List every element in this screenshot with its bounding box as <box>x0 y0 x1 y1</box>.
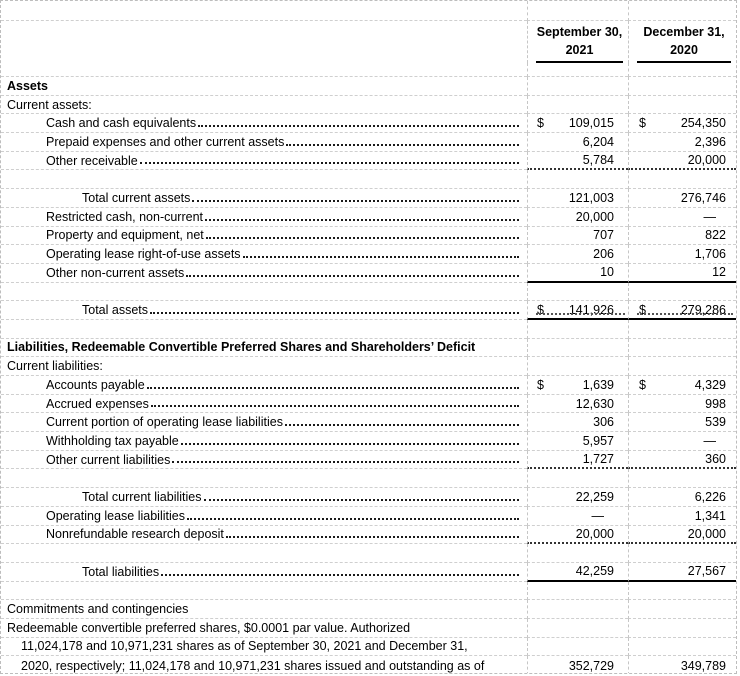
value-cell-2020 <box>628 507 736 526</box>
value-cell-2020 <box>628 208 736 227</box>
spacer-row <box>1 63 736 77</box>
row-label: Prepaid expenses and other current assets <box>46 134 285 149</box>
value-cell-2021 <box>527 96 628 115</box>
header-row <box>1 21 736 63</box>
currency-symbol: $ <box>639 377 646 392</box>
value-cell-2021 <box>527 507 628 526</box>
dot-leader <box>206 237 519 239</box>
cell-value: 1,341 <box>694 508 726 523</box>
dot-leader <box>150 312 519 314</box>
value-cell-2020 <box>628 619 736 638</box>
row-label: Current portion of operating lease liabilities <box>46 415 283 430</box>
value-cell-2020 <box>628 600 736 619</box>
table-row <box>1 133 736 152</box>
table-row <box>1 189 736 208</box>
column-header-line2: 2020 <box>670 42 698 57</box>
value-cell-2021 <box>527 638 628 657</box>
column-header-2021 <box>536 24 623 63</box>
cell-value: — <box>703 433 716 448</box>
table-row <box>1 77 736 96</box>
table-row <box>1 339 736 358</box>
value-cell-2021 <box>527 376 628 395</box>
cell-value: 5,957 <box>582 433 614 448</box>
row-label-cell <box>1 1 527 21</box>
row-label-cell <box>1 189 527 208</box>
value-cell-2020 <box>628 357 736 376</box>
cell-value: 121,003 <box>568 190 614 205</box>
value-cell-2020 <box>628 469 736 488</box>
value-cell-2020 <box>628 563 736 582</box>
table-row <box>1 488 736 507</box>
dot-leader <box>192 200 519 202</box>
value-cell-2020 <box>628 264 736 283</box>
row-label-cell <box>1 114 527 133</box>
cell-value: 20,000 <box>575 526 614 541</box>
table-row <box>1 245 736 264</box>
currency-symbol: $ <box>537 116 544 131</box>
value-cell-2020 <box>628 339 736 358</box>
value-cell-2020 <box>628 395 736 414</box>
row-label: Total liabilities <box>82 564 160 579</box>
table-row <box>1 301 736 320</box>
table-row <box>1 395 736 414</box>
row-label: Restricted cash, non-current <box>46 209 204 224</box>
value-cell-2021 <box>527 301 628 320</box>
row-label-cell <box>1 301 527 320</box>
value-cell-2020 <box>628 114 736 133</box>
cell-value: 5,784 <box>582 153 614 168</box>
table-row <box>1 114 736 133</box>
row-label: Redeemable convertible preferred shares, $0.0001 par value. Authorized <box>7 620 411 635</box>
cell-value: 42,259 <box>575 564 614 579</box>
row-label-cell <box>1 208 527 227</box>
dot-leader <box>204 499 520 501</box>
value-cell-2020 <box>628 301 736 320</box>
value-cell-2021 <box>527 114 628 133</box>
dot-leader <box>140 162 519 164</box>
value-cell-2021 <box>527 413 628 432</box>
value-cell-2020 <box>628 413 736 432</box>
cell-value: 539 <box>705 415 726 430</box>
row-label: Accounts payable <box>46 377 145 392</box>
value-cell-2020 <box>628 133 736 152</box>
dot-leader <box>187 518 519 520</box>
row-label-cell <box>1 227 527 246</box>
row-label-cell <box>1 656 527 674</box>
row-label-cell <box>1 357 527 376</box>
cell-value: 1,727 <box>582 452 614 467</box>
value-cell-2021 <box>527 619 628 638</box>
row-label: Operating lease liabilities <box>46 508 185 523</box>
cell-value: 707 <box>593 228 614 243</box>
cell-value: 822 <box>705 228 726 243</box>
table-row <box>1 227 736 246</box>
value-cell-2021 <box>527 488 628 507</box>
table-row <box>1 432 736 451</box>
value-cell-2020 <box>628 77 736 96</box>
value-cell-2020 <box>628 227 736 246</box>
table-row <box>1 619 736 638</box>
table-row <box>1 152 736 171</box>
column-header-cell-2020 <box>628 21 736 63</box>
dot-leader <box>285 424 519 426</box>
table-row <box>1 526 736 545</box>
value-cell-2020 <box>628 582 736 601</box>
value-cell-2020 <box>628 63 736 77</box>
table-row <box>1 638 736 657</box>
value-cell-2020 <box>628 189 736 208</box>
value-cell-2021 <box>527 357 628 376</box>
column-header-cell-2021 <box>527 21 628 63</box>
value-cell-2021 <box>527 133 628 152</box>
cell-value: 6,204 <box>582 134 614 149</box>
table-row <box>1 563 736 582</box>
cell-value: 12 <box>712 265 726 280</box>
value-cell-2021 <box>527 582 628 601</box>
row-label-cell <box>1 376 527 395</box>
row-label-cell <box>1 469 527 488</box>
spacer-row <box>1 1 736 21</box>
row-label-cell <box>1 264 527 283</box>
value-cell-2021 <box>527 544 628 563</box>
value-cell-2021 <box>527 395 628 414</box>
value-cell-2020 <box>628 544 736 563</box>
cell-value: 4,329 <box>694 377 726 392</box>
value-cell-2020 <box>628 376 736 395</box>
row-label: Other receivable <box>46 153 138 168</box>
cell-value: 1,706 <box>694 247 726 262</box>
row-label: Commitments and contingencies <box>7 602 189 617</box>
cell-value: 1,639 <box>582 377 614 392</box>
cell-value: 206 <box>593 247 614 262</box>
row-label-cell <box>1 544 527 563</box>
row-label: Total current liabilities <box>82 489 202 504</box>
value-cell-2020 <box>628 1 736 21</box>
value-cell-2021 <box>527 339 628 358</box>
currency-symbol: $ <box>639 116 646 131</box>
table-row <box>1 507 736 526</box>
row-label-cell <box>1 245 527 264</box>
row-label-cell <box>1 413 527 432</box>
cell-value: 27,567 <box>687 564 726 579</box>
row-label: Liabilities, Redeemable Convertible Preferred Shares and Shareholders’ Deficit <box>7 340 476 355</box>
currency-symbol: $ <box>639 302 646 317</box>
value-cell-2021 <box>527 152 628 171</box>
value-cell-2020 <box>628 283 736 302</box>
row-label: Accrued expenses <box>46 396 149 411</box>
value-cell-2021 <box>527 526 628 545</box>
value-cell-2020 <box>628 432 736 451</box>
table-row <box>1 357 736 376</box>
balance-sheet-body <box>1 77 736 674</box>
cell-value: 279,286 <box>680 302 726 317</box>
row-label-cell <box>1 600 527 619</box>
dot-leader <box>181 443 519 445</box>
spacer-row <box>1 320 736 339</box>
cell-value: 306 <box>593 415 614 430</box>
row-label: Property and equipment, net <box>46 228 204 243</box>
dot-leader <box>161 574 519 576</box>
dot-leader <box>226 536 519 538</box>
row-label-cell <box>1 170 527 189</box>
dot-leader <box>198 125 519 127</box>
cell-value: 20,000 <box>687 526 726 541</box>
row-label: Current assets: <box>7 97 92 112</box>
cell-value: 141,926 <box>568 302 614 317</box>
dot-leader <box>186 275 519 277</box>
value-cell-2021 <box>527 563 628 582</box>
value-cell-2020 <box>628 656 736 674</box>
value-cell-2021 <box>527 320 628 339</box>
value-cell-2021 <box>527 469 628 488</box>
value-cell-2021 <box>527 189 628 208</box>
value-cell-2021 <box>527 63 628 77</box>
row-label-cell <box>1 283 527 302</box>
row-label: Total assets <box>82 303 149 318</box>
row-label-cell <box>1 339 527 358</box>
row-label-cell <box>1 395 527 414</box>
value-cell-2021 <box>527 1 628 21</box>
row-label-cell <box>1 488 527 507</box>
row-label: Current liabilities: <box>7 359 103 374</box>
spacer-row <box>1 582 736 601</box>
dot-leader <box>243 256 519 258</box>
value-cell-2020 <box>628 96 736 115</box>
cell-value: 10 <box>600 265 614 280</box>
value-cell-2020 <box>628 638 736 657</box>
row-label-cell <box>1 451 527 470</box>
row-label-cell <box>1 77 527 96</box>
cell-value: 22,259 <box>575 489 614 504</box>
cell-value: 349,789 <box>680 658 726 673</box>
row-label: Cash and cash equivalents <box>46 116 197 131</box>
value-cell-2021 <box>527 656 628 674</box>
column-header-2020 <box>637 24 731 63</box>
column-header-line2: 2021 <box>565 42 594 57</box>
value-cell-2021 <box>527 451 628 470</box>
cell-value: 109,015 <box>568 116 614 131</box>
value-cell-2020 <box>628 320 736 339</box>
spacer-row <box>1 469 736 488</box>
value-cell-2021 <box>527 170 628 189</box>
cell-value: 360 <box>705 452 726 467</box>
table-row <box>1 451 736 470</box>
value-cell-2020 <box>628 451 736 470</box>
row-label-cell <box>1 638 527 657</box>
table-row <box>1 376 736 395</box>
dot-leader <box>172 461 519 463</box>
row-label: Total current assets <box>82 190 191 205</box>
spacer-row <box>1 170 736 189</box>
cell-value: 12,630 <box>575 396 614 411</box>
value-cell-2021 <box>527 432 628 451</box>
value-cell-2020 <box>628 170 736 189</box>
row-label: Other current liabilities <box>46 452 171 467</box>
cell-value: 2,396 <box>694 134 726 149</box>
table-row <box>1 96 736 115</box>
row-label-cell <box>1 432 527 451</box>
row-label-cell <box>1 21 527 63</box>
dot-leader <box>205 219 519 221</box>
value-cell-2021 <box>527 600 628 619</box>
column-header-line1: December 31, <box>643 25 725 39</box>
value-cell-2020 <box>628 245 736 264</box>
spacer-row <box>1 283 736 302</box>
value-cell-2021 <box>527 264 628 283</box>
row-label-cell <box>1 563 527 582</box>
row-label: 11,024,178 and 10,971,231 shares as of September 30, 2021 and December 31, <box>21 639 468 654</box>
row-label-cell <box>1 96 527 115</box>
row-label: Operating lease right-of-use assets <box>46 247 241 262</box>
cell-value: 254,350 <box>680 116 726 131</box>
table-row <box>1 208 736 227</box>
row-label-cell <box>1 526 527 545</box>
spacer-row <box>1 544 736 563</box>
column-header-line1: September 30, <box>536 25 623 39</box>
currency-symbol: $ <box>537 377 544 392</box>
row-label: Nonrefundable research deposit <box>46 527 224 542</box>
row-label-cell <box>1 582 527 601</box>
row-label-cell <box>1 133 527 152</box>
table-row <box>1 600 736 619</box>
cell-value: 352,729 <box>568 658 614 673</box>
row-label-cell <box>1 619 527 638</box>
dot-leader <box>286 144 519 146</box>
cell-value: 276,746 <box>680 190 726 205</box>
value-cell-2021 <box>527 208 628 227</box>
cell-value: 6,226 <box>694 489 726 504</box>
table-row <box>1 413 736 432</box>
value-cell-2020 <box>628 488 736 507</box>
value-cell-2021 <box>527 283 628 302</box>
value-cell-2021 <box>527 77 628 96</box>
table-row <box>1 264 736 283</box>
cell-value: 20,000 <box>687 153 726 168</box>
row-label-cell <box>1 320 527 339</box>
dot-leader <box>147 387 519 389</box>
row-label: Other non-current assets <box>46 265 185 280</box>
row-label-cell <box>1 63 527 77</box>
value-cell-2021 <box>527 227 628 246</box>
row-label-cell <box>1 507 527 526</box>
value-cell-2021 <box>527 245 628 264</box>
dot-leader <box>151 405 519 407</box>
row-label: 2020, respectively; 11,024,178 and 10,971,231 shares issued and outstanding as of <box>21 658 485 673</box>
table-row <box>1 656 736 674</box>
currency-symbol: $ <box>537 302 544 317</box>
value-cell-2020 <box>628 152 736 171</box>
row-label-cell <box>1 152 527 171</box>
value-cell-2020 <box>628 526 736 545</box>
cell-value: — <box>591 508 604 523</box>
row-label: Assets <box>7 78 48 93</box>
cell-value: 20,000 <box>575 209 614 224</box>
cell-value: 998 <box>705 396 726 411</box>
row-label: Withholding tax payable <box>46 433 179 448</box>
cell-value: — <box>703 209 716 224</box>
